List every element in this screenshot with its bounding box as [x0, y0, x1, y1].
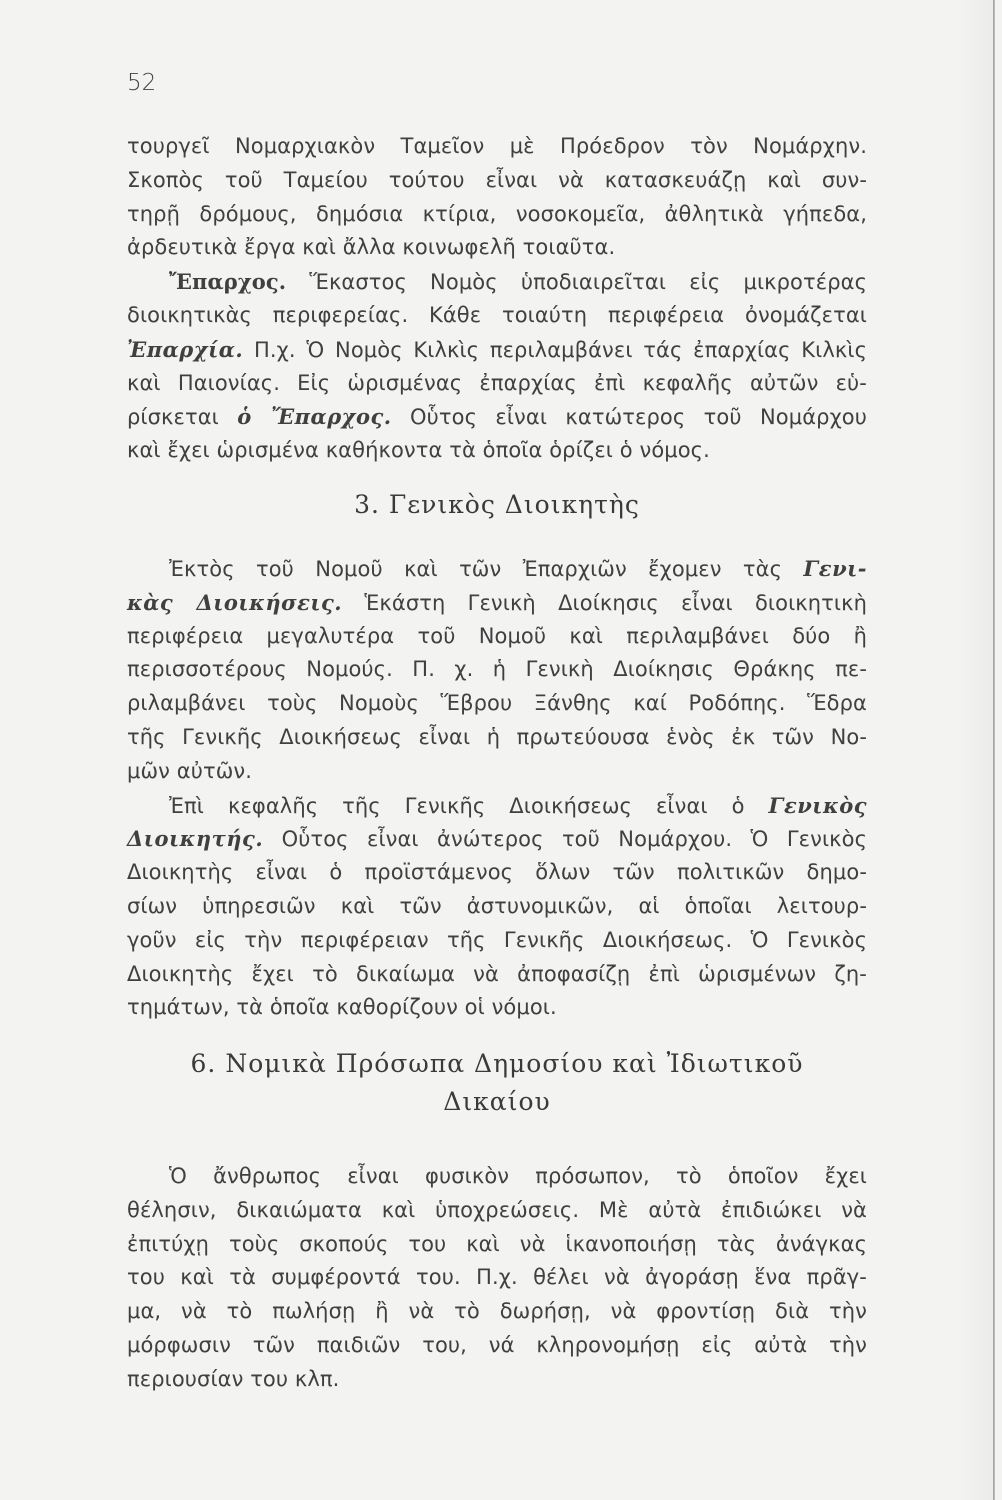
text-line [127, 552, 867, 586]
text-line: διοικητικὰς περιφερείας. Κάθε τοιαύτη περιφέρεια ὀνομάζεται [127, 302, 867, 327]
text-line: μῶν αὐτῶν. [127, 758, 252, 783]
term-eparchos: Ἔπαρχος. [169, 269, 287, 295]
term-general-governor-cont: Διοικητής. [127, 826, 264, 852]
section-heading-3: 3. Γενικὸς Διοικητὴς [354, 490, 640, 519]
page-number: 52 [127, 70, 157, 96]
term-eparchia: Ἐπαρχία. [127, 336, 244, 362]
text-line: ἐπιτύχῃ τοὺς σκοπούς του καὶ νὰ ἱκανοποιήσῃ τὰς ἀνάγκας [127, 1231, 867, 1256]
text-line: θέλησιν, δικαιώματα καὶ ὑποχρεώσεις. Μὲ αὐτὰ ἐπιδιώκει νὰ [127, 1197, 867, 1222]
text-span: ρίσκεται [127, 405, 219, 430]
text-span: Ἑκάστη Γενικὴ Διοίκησις εἶναι διοικητικὴ [364, 590, 868, 615]
term-general-admin-cont: κὰς Διοικήσεις. [127, 589, 343, 615]
text-line: τουργεῖ Νομαρχιακὸν Ταμεῖον μὲ Πρόεδρον τὸν Νομάρχην. [127, 134, 867, 158]
section-3-body [127, 552, 867, 1025]
text-line: τημάτων, τὰ ὁποῖα καθορίζουν οἱ νόμοι. [127, 995, 557, 1020]
term-eparchos-italic: ὁ Ἔπαρχος. [237, 404, 392, 430]
text-line: του καὶ τὰ συμφέροντά του. Π.χ. θέλει νὰ ἀγοράσῃ ἕνα πρᾶγ- [127, 1265, 867, 1290]
page-binding-edge [993, 0, 995, 1500]
text-line: Σκοπὸς τοῦ Ταμείου τούτου εἶναι νὰ κατασκευάζῃ καὶ συν- [127, 167, 867, 192]
text-line [127, 333, 867, 367]
text-line: μόρφωσιν τῶν παιδιῶν του, νά κληρονομήσῃ εἰς αὐτὰ τὴν [127, 1332, 867, 1357]
text-line: τῆς Γενικῆς Διοικήσεως εἶναι ἡ πρωτεύουσα ἑνὸς ἐκ τῶν Νο- [127, 724, 867, 749]
text-line: ἀρδευτικὰ ἔργα καὶ ἄλλα κοινωφελῆ τοιαῦτα. [127, 235, 616, 260]
text-line [127, 400, 867, 434]
text-span: Ἐκτὸς τοῦ Νομοῦ καὶ τῶν Ἐπαρχιῶν ἔχομεν τὰς [169, 557, 783, 581]
text-line: καὶ Παιονίας. Εἰς ὡρισμένας ἐπαρχίας ἐπὶ κεφαλῆς αὐτῶν εὑ- [127, 370, 867, 395]
text-line: περιφέρεια μεγαλυτέρα τοῦ Νομοῦ καὶ περιλαμβάνει δύο ἢ [127, 623, 867, 648]
text-span: Ἐπὶ κεφαλῆς τῆς Γενικῆς Διοικήσεως εἶναι ὁ [169, 793, 745, 818]
text-line: Ὁ ἄνθρωπος εἶναι φυσικὸν πρόσωπον, τὸ ὁποῖον ἔχει [169, 1164, 867, 1188]
text-line [127, 789, 867, 823]
text-span: Ἕκαστος Νομὸς ὑποδιαιρεῖται εἰς μικροτέρας [309, 270, 867, 295]
page-gutter-shade [960, 0, 993, 1500]
text-line: γοῦν εἰς τὴν περιφέρειαν τῆς Γενικῆς Διοικήσεως. Ὁ Γενικὸς [127, 927, 867, 952]
text-line: τηρῇ δρόμους, δημόσια κτίρια, νοσοκομεῖα, ἀθλητικὰ γήπεδα, [127, 201, 867, 226]
text-line: καὶ ἔχει ὡρισμένα καθήκοντα τὰ ὁποῖα ὁρίζει ὁ νόμος. [127, 438, 710, 463]
text-line: ριλαμβάνει τοὺς Νομοὺς Ἕβρου Ξάνθης καί Ροδόπης. Ἕδρα [127, 691, 867, 716]
text-line: σίων ὑπηρεσιῶν καὶ τῶν ἀστυνομικῶν, αἱ ὁποῖαι λειτουρ- [127, 893, 867, 918]
text-span: Οὗτος εἶναι ἀνώτερος τοῦ Νομάρχου. Ὁ Γενικὸς [281, 827, 868, 852]
section-top [127, 130, 867, 468]
section-heading-6-cont: Δικαίου [443, 1087, 551, 1116]
text-line: μα, νὰ τὸ πωλήσῃ ἢ νὰ τὸ δωρήσῃ, νὰ φροντίσῃ διὰ τὴν [127, 1299, 867, 1324]
term-general-admin: Γενι- [803, 556, 868, 581]
text-line: Διοικητὴς ἔχει τὸ δικαίωμα νὰ ἀποφασίζῃ ἐπὶ ὡρισμένων ζη- [127, 961, 867, 986]
text-line: περισσοτέρους Νομούς. Π. χ. ἡ Γενικὴ Διοίκησις Θράκης πε- [127, 657, 867, 682]
text-span: Οὗτος εἶναι κατώτερος τοῦ Νομάρχου [410, 405, 868, 430]
term-general-governor: Γενικὸς [768, 792, 867, 818]
section-6-body [127, 1160, 867, 1397]
text-line [127, 822, 867, 856]
text-line: περιουσίαν του κλπ. [127, 1366, 340, 1391]
text-line: Διοικητὴς εἶναι ὁ προϊστάμενος ὅλων τῶν πολιτικῶν δημο- [127, 860, 867, 885]
text-span: Π.χ. Ὁ Νομὸς Κιλκὶς περιλαμβάνει τάς ἐπαρχίας Κιλκὶς [253, 337, 867, 362]
text-line [127, 586, 867, 620]
section-heading-6: 6. Νομικὰ Πρόσωπα Δημοσίου καὶ Ἰδιωτικοῦ [190, 1049, 804, 1078]
paragraph-eparchos [127, 265, 867, 299]
